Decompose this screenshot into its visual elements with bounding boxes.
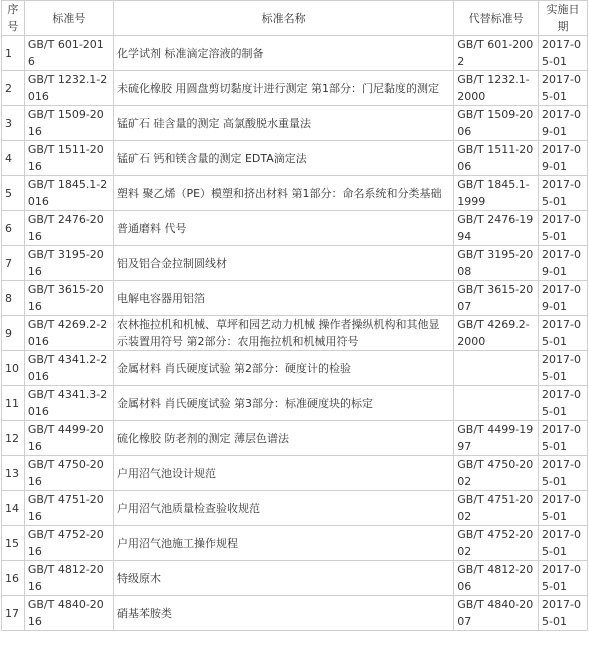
cell-standard-name: 未硫化橡胶 用圆盘剪切黏度计进行测定 第1部分：门尼黏度的测定	[113, 71, 453, 106]
table-row	[2, 141, 588, 176]
cell-standard-code: GB/T 1509-2016	[24, 106, 113, 141]
cell-seq: 11	[2, 386, 25, 421]
cell-standard-code: GB/T 1232.1-2016	[24, 71, 113, 106]
cell-standard-name: 特级原木	[113, 561, 453, 596]
header-replaced-code: 代替标准号	[454, 1, 539, 36]
cell-standard-name: 铝及铝合金拉制圆线材	[113, 246, 453, 281]
cell-standard-code: GB/T 4341.2-2016	[24, 351, 113, 386]
cell-standard-code: GB/T 1511-2016	[24, 141, 113, 176]
cell-seq: 15	[2, 526, 25, 561]
table-row	[2, 71, 588, 106]
cell-replaced-code: GB/T 1845.1-1999	[454, 176, 539, 211]
cell-effective-date: 2017-05-01	[539, 351, 588, 386]
cell-seq: 5	[2, 176, 25, 211]
cell-seq: 14	[2, 491, 25, 526]
cell-standard-code: GB/T 4840-2016	[24, 596, 113, 631]
table-row	[2, 456, 588, 491]
cell-effective-date: 2017-05-01	[539, 526, 588, 561]
cell-seq: 17	[2, 596, 25, 631]
cell-effective-date: 2017-05-01	[539, 176, 588, 211]
cell-seq: 12	[2, 421, 25, 456]
table-row	[2, 36, 588, 71]
cell-effective-date: 2017-09-01	[539, 106, 588, 141]
cell-replaced-code: GB/T 4751-2002	[454, 491, 539, 526]
cell-seq: 10	[2, 351, 25, 386]
cell-standard-name: 电解电容器用铝箔	[113, 281, 453, 316]
cell-standard-name: 普通磨料 代号	[113, 211, 453, 246]
cell-standard-name: 户用沼气池质量检查验收规范	[113, 491, 453, 526]
cell-effective-date: 2017-05-01	[539, 491, 588, 526]
cell-standard-code: GB/T 2476-2016	[24, 211, 113, 246]
table-row	[2, 281, 588, 316]
cell-effective-date: 2017-05-01	[539, 36, 588, 71]
cell-effective-date: 2017-05-01	[539, 386, 588, 421]
cell-standard-code: GB/T 4752-2016	[24, 526, 113, 561]
table-row	[2, 106, 588, 141]
cell-standard-name: 金属材料 肖氏硬度试验 第3部分：标准硬度块的标定	[113, 386, 453, 421]
header-seq: 序号	[2, 1, 25, 36]
cell-standard-code: GB/T 3195-2016	[24, 246, 113, 281]
cell-effective-date: 2017-05-01	[539, 421, 588, 456]
cell-replaced-code: GB/T 4752-2002	[454, 526, 539, 561]
table-row	[2, 351, 588, 386]
table-header-row	[2, 1, 588, 36]
cell-standard-name: 户用沼气池设计规范	[113, 456, 453, 491]
header-standard-code: 标准号	[24, 1, 113, 36]
cell-standard-code: GB/T 601-2016	[24, 36, 113, 71]
cell-standard-code: GB/T 4499-2016	[24, 421, 113, 456]
cell-replaced-code: GB/T 4499-1997	[454, 421, 539, 456]
cell-effective-date: 2017-05-01	[539, 596, 588, 631]
cell-standard-name: 锰矿石 硅含量的测定 高氯酸脱水重量法	[113, 106, 453, 141]
table-row	[2, 491, 588, 526]
cell-standard-name: 塑料 聚乙烯（PE）模塑和挤出材料 第1部分：命名系统和分类基础	[113, 176, 453, 211]
cell-replaced-code: GB/T 1511-2006	[454, 141, 539, 176]
table-row	[2, 316, 588, 351]
cell-standard-name: 硫化橡胶 防老剂的测定 薄层色谱法	[113, 421, 453, 456]
header-standard-name: 标准名称	[113, 1, 453, 36]
cell-standard-code: GB/T 4750-2016	[24, 456, 113, 491]
cell-effective-date: 2017-05-01	[539, 456, 588, 491]
cell-replaced-code: GB/T 4812-2006	[454, 561, 539, 596]
cell-effective-date: 2017-05-01	[539, 71, 588, 106]
cell-replaced-code: GB/T 4840-2007	[454, 596, 539, 631]
table-row	[2, 526, 588, 561]
table-body	[2, 36, 588, 631]
cell-replaced-code: GB/T 3615-2007	[454, 281, 539, 316]
table-row	[2, 211, 588, 246]
cell-replaced-code	[454, 351, 539, 386]
cell-seq: 8	[2, 281, 25, 316]
table-row	[2, 246, 588, 281]
cell-seq: 3	[2, 106, 25, 141]
cell-standard-name: 农林拖拉机和机械、草坪和园艺动力机械 操作者操纵机构和其他显示装置用符号 第2部分：农用拖拉机和机械用符号	[113, 316, 453, 351]
cell-effective-date: 2017-05-01	[539, 211, 588, 246]
cell-standard-name: 化学试剂 标准滴定溶液的制备	[113, 36, 453, 71]
cell-seq: 16	[2, 561, 25, 596]
table-row	[2, 421, 588, 456]
table-row	[2, 596, 588, 631]
cell-replaced-code: GB/T 601-2002	[454, 36, 539, 71]
cell-seq: 13	[2, 456, 25, 491]
cell-effective-date: 2017-09-01	[539, 246, 588, 281]
table-row	[2, 561, 588, 596]
cell-replaced-code: GB/T 1232.1-2000	[454, 71, 539, 106]
cell-standard-code: GB/T 3615-2016	[24, 281, 113, 316]
cell-standard-code: GB/T 4341.3-2016	[24, 386, 113, 421]
cell-seq: 9	[2, 316, 25, 351]
cell-standard-name: 硝基苯胺类	[113, 596, 453, 631]
table-row	[2, 386, 588, 421]
cell-seq: 7	[2, 246, 25, 281]
cell-seq: 6	[2, 211, 25, 246]
cell-standard-name: 户用沼气池施工操作规程	[113, 526, 453, 561]
cell-standard-name: 锰矿石 钙和镁含量的测定 EDTA滴定法	[113, 141, 453, 176]
cell-replaced-code: GB/T 2476-1994	[454, 211, 539, 246]
cell-replaced-code: GB/T 1509-2006	[454, 106, 539, 141]
cell-standard-code: GB/T 4812-2016	[24, 561, 113, 596]
cell-standard-name: 金属材料 肖氏硬度试验 第2部分：硬度计的检验	[113, 351, 453, 386]
cell-effective-date: 2017-05-01	[539, 316, 588, 351]
cell-replaced-code: GB/T 4750-2002	[454, 456, 539, 491]
cell-effective-date: 2017-05-01	[539, 561, 588, 596]
cell-effective-date: 2017-09-01	[539, 141, 588, 176]
cell-replaced-code	[454, 386, 539, 421]
cell-effective-date: 2017-09-01	[539, 281, 588, 316]
cell-standard-code: GB/T 4269.2-2016	[24, 316, 113, 351]
cell-replaced-code: GB/T 4269.2-2000	[454, 316, 539, 351]
cell-seq: 2	[2, 71, 25, 106]
table-row	[2, 176, 588, 211]
header-effective-date: 实施日期	[539, 1, 588, 36]
cell-seq: 1	[2, 36, 25, 71]
cell-standard-code: GB/T 1845.1-2016	[24, 176, 113, 211]
standards-table	[1, 0, 588, 631]
cell-replaced-code: GB/T 3195-2008	[454, 246, 539, 281]
cell-seq: 4	[2, 141, 25, 176]
cell-standard-code: GB/T 4751-2016	[24, 491, 113, 526]
